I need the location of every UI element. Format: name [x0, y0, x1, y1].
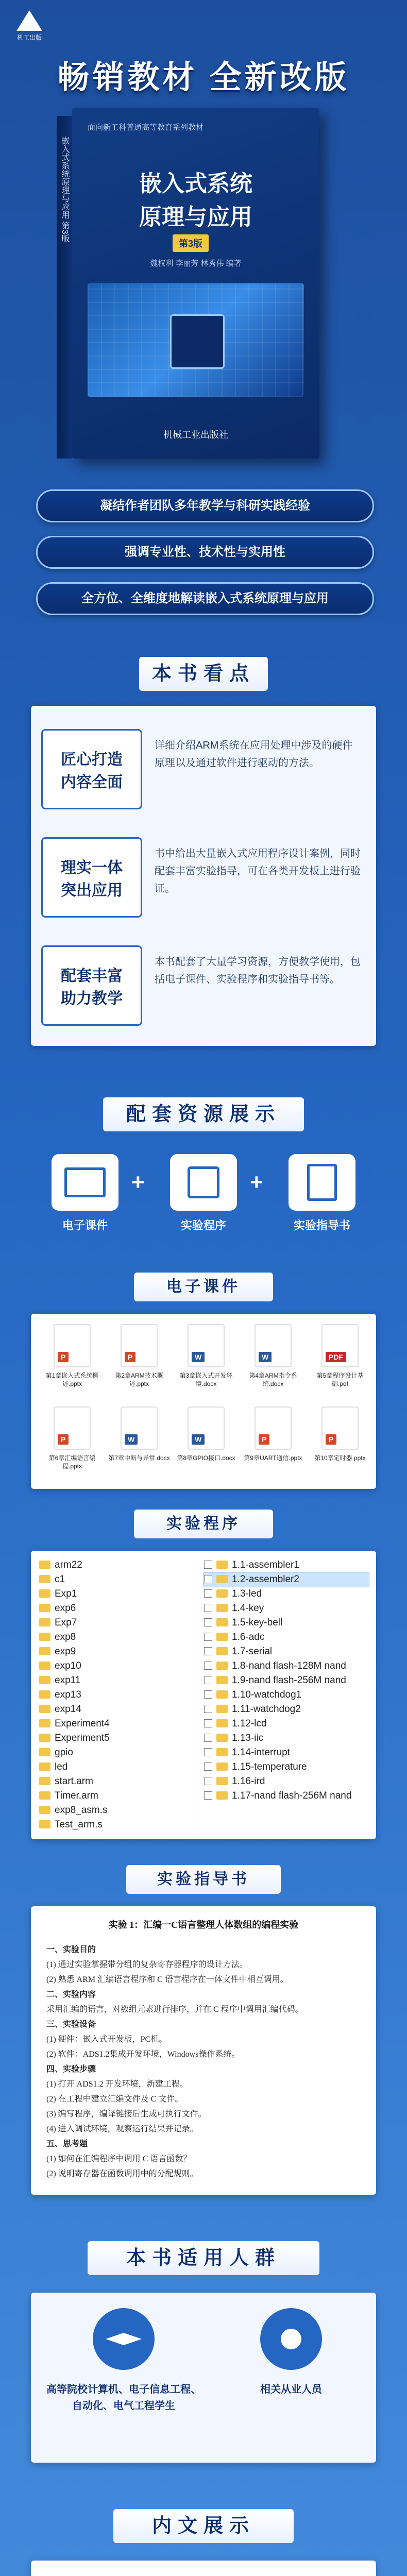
checkbox[interactable]	[204, 1719, 212, 1727]
folder-icon	[216, 1633, 228, 1641]
program-folder-item[interactable]	[39, 1760, 189, 1774]
guide-body	[46, 1942, 361, 2181]
spine-text: 嵌入式系统原理与应用 第3版	[60, 137, 69, 243]
checkbox[interactable]	[204, 1589, 212, 1598]
folder-icon	[39, 1719, 50, 1727]
courseware-file[interactable]	[175, 1324, 237, 1388]
program-folder-name: led	[55, 1761, 68, 1772]
program-item[interactable]	[204, 1760, 369, 1774]
folder-icon	[216, 1734, 228, 1742]
point-text-3: 本书配套了大量学习资源，方便教学使用，包括电子课件、实验程序和实验指导书等。	[155, 956, 361, 985]
audience-label-1: 高等院校计算机、电子信息工程、自动化、电气工程学生	[46, 2384, 201, 2412]
courseware-file[interactable]	[41, 1406, 103, 1470]
program-item-name: 1.11-watchdog2	[232, 1704, 301, 1715]
program-folder-item[interactable]	[39, 1818, 189, 1832]
courseware-file[interactable]	[108, 1324, 170, 1388]
guide-line: 三、实验设备	[46, 2020, 96, 2029]
checkbox[interactable]	[204, 1748, 212, 1756]
checkbox[interactable]	[204, 1662, 212, 1670]
guide-line: (2) 熟悉 ARM 汇编语言程序和 C 语言程序在一体文件中相互调用。	[46, 1975, 289, 1984]
program-folder-item[interactable]	[39, 1558, 189, 1572]
folder-icon	[216, 1676, 228, 1684]
chip-icon	[170, 1154, 237, 1211]
file-name: 第1章嵌入式系统概述.pptx	[45, 1372, 99, 1387]
checkbox[interactable]	[204, 1633, 212, 1641]
program-item[interactable]	[204, 1673, 369, 1688]
program-item-name: 1.7-serial	[232, 1646, 273, 1657]
headline: 畅销教材 全新改版	[57, 60, 350, 95]
file-icon	[121, 1406, 158, 1450]
cover-image	[88, 283, 304, 397]
checkbox[interactable]	[204, 1734, 212, 1742]
program-item[interactable]	[204, 1774, 369, 1789]
program-item-name: 1.13-iic	[232, 1733, 264, 1743]
courseware-file[interactable]	[242, 1324, 304, 1388]
folder-icon	[39, 1561, 50, 1569]
file-icon	[188, 1406, 225, 1450]
plus-sign-2: +	[250, 1170, 263, 1195]
folder-icon	[216, 1690, 228, 1699]
program-item[interactable]	[204, 1601, 369, 1616]
resource-label-programs: 实验程序	[180, 1219, 226, 1232]
program-item-name: 1.3-led	[232, 1588, 262, 1599]
folder-icon	[39, 1633, 50, 1641]
preview-title: 内文展示	[113, 2509, 294, 2543]
program-folder-name: exp8	[55, 1632, 76, 1642]
checkbox[interactable]	[204, 1604, 212, 1612]
file-icon	[255, 1406, 292, 1450]
file-type-badge: P	[58, 1352, 69, 1362]
folder-icon	[216, 1719, 228, 1727]
program-folder-name: c1	[55, 1574, 65, 1585]
file-name: 第10章定时器.pptx	[314, 1454, 366, 1462]
file-type-badge: W	[259, 1352, 272, 1362]
folder-icon	[216, 1791, 228, 1800]
book-spine	[57, 116, 72, 459]
book-cover	[72, 108, 319, 459]
checkbox[interactable]	[204, 1561, 212, 1569]
highlight-banner-3: 全方位、全维度地解读嵌入式系统原理与应用	[36, 582, 374, 615]
audience-group-2	[222, 2308, 361, 2398]
program-folder-name: Experiment5	[55, 1733, 110, 1743]
point-row-2	[41, 829, 366, 922]
program-folder-name: exp11	[55, 1675, 81, 1686]
program-item[interactable]	[204, 1688, 369, 1702]
checkbox[interactable]	[204, 1791, 212, 1800]
program-item[interactable]	[204, 1630, 369, 1645]
program-folder-item[interactable]	[39, 1601, 189, 1616]
checkbox[interactable]	[204, 1777, 212, 1785]
courseware-file[interactable]	[108, 1406, 170, 1462]
highlight-banner-2: 强调专业性、技术性与实用性	[36, 536, 374, 569]
programs-title: 实验程序	[134, 1510, 273, 1538]
folder-icon	[39, 1662, 50, 1670]
program-folder-item[interactable]	[39, 1789, 189, 1803]
program-folder-name: exp8_asm.s	[55, 1805, 108, 1816]
point-text-2: 书中给出大量嵌入式应用程序设计案例，同时配套丰富实验指导，可在各类开发板上进行验证。	[155, 848, 361, 894]
program-folder-name: exp14	[55, 1704, 81, 1715]
program-item[interactable]	[204, 1616, 369, 1630]
file-name: 第7章中断与异常.docx	[108, 1454, 170, 1462]
guide-heading: 实验 1：汇编一C语言整理人体数组的编程实验	[108, 1920, 299, 1930]
chip-shape	[170, 314, 225, 369]
resources-title: 配套资源展示	[103, 1097, 304, 1131]
program-folder-item[interactable]	[39, 1659, 189, 1673]
program-folder-item[interactable]	[39, 1745, 189, 1760]
program-item[interactable]	[204, 1587, 369, 1601]
program-folder-item[interactable]	[39, 1587, 189, 1601]
guide-line: 五、思考题	[46, 2140, 88, 2148]
program-item-name: 1.12-lcd	[232, 1718, 267, 1729]
folder-icon	[216, 1762, 228, 1771]
checkbox[interactable]	[204, 1618, 212, 1626]
folder-icon	[216, 1662, 228, 1670]
resource-tile-programs	[165, 1154, 242, 1242]
program-folder-item[interactable]	[39, 1630, 189, 1645]
point-row-3	[41, 938, 366, 1030]
resource-label-guide: 实验指导书	[293, 1219, 350, 1232]
programs-window	[31, 1551, 376, 1839]
program-folder-name: start.arm	[55, 1776, 93, 1787]
folder-icon	[39, 1618, 50, 1626]
folder-icon	[39, 1589, 50, 1598]
file-type-badge: P	[125, 1352, 135, 1362]
folder-icon	[216, 1618, 228, 1626]
folder-icon	[216, 1604, 228, 1612]
checkbox[interactable]	[204, 1647, 212, 1655]
program-item-name: 1.14-interrupt	[232, 1747, 291, 1758]
courseware-file[interactable]	[309, 1406, 371, 1462]
document-icon	[289, 1154, 355, 1211]
folder-icon	[39, 1777, 50, 1785]
programs-right-list	[204, 1558, 369, 1803]
program-item-name: 1.15-temperature	[232, 1761, 307, 1772]
program-folder-name: exp9	[55, 1646, 76, 1657]
file-name: 第3章嵌入式开发环境.docx	[179, 1372, 233, 1387]
folder-icon	[216, 1589, 228, 1598]
file-icon	[54, 1324, 91, 1367]
file-name: 第8章GPIO接口.docx	[177, 1454, 235, 1462]
program-folder-item[interactable]	[39, 1774, 189, 1789]
file-type-badge: W	[125, 1434, 138, 1445]
program-folder-item[interactable]	[39, 1803, 189, 1818]
program-folder-item[interactable]	[39, 1645, 189, 1659]
logo-text: 机工出版	[16, 34, 42, 41]
program-folder-item[interactable]	[39, 1688, 189, 1702]
folder-icon	[39, 1647, 50, 1655]
folder-icon	[39, 1820, 50, 1828]
guide-line: 一、实验目的	[46, 1945, 96, 1954]
checkbox[interactable]	[204, 1705, 212, 1713]
program-item-name: 1.2-assembler2	[232, 1574, 299, 1585]
program-item[interactable]	[204, 1558, 369, 1572]
program-item-name: 1.9-nand flash-256M nand	[232, 1675, 346, 1686]
file-type-badge: P	[326, 1434, 336, 1445]
folder-icon	[216, 1748, 228, 1756]
guide-title: 实验指导书	[126, 1865, 281, 1894]
program-folder-name: arm22	[55, 1560, 82, 1570]
book-title-line1: 嵌入式系统	[139, 171, 252, 196]
file-name: 第4章ARM指令系统.docx	[249, 1372, 297, 1387]
audience-label-2: 相关从业人员	[260, 2384, 322, 2395]
book-title-line2: 原理与应用	[139, 205, 252, 230]
program-folder-item[interactable]	[39, 1616, 189, 1630]
file-name: 第2章ARM技术概述.pptx	[115, 1372, 163, 1387]
file-icon	[54, 1406, 91, 1450]
program-folder-name: exp13	[55, 1689, 81, 1700]
program-item[interactable]	[204, 1645, 369, 1659]
book-authors: 魏权利 李丽芳 林秀伟 编著	[150, 259, 242, 268]
guide-line: (1) 硬件：嵌入式开发板，PC机。	[46, 2035, 167, 2044]
folder-icon	[39, 1676, 50, 1684]
guide-line: 采用汇编的语言，对数组元素进行排序，并在 C 程序中调用汇编代码。	[46, 2005, 303, 2014]
file-type-badge: P	[58, 1434, 69, 1445]
point-tag-2: 理实一体 突出应用	[41, 837, 142, 918]
worker-icon	[260, 2308, 322, 2370]
point-tag-1: 匠心打造 内容全面	[41, 729, 142, 809]
program-folder-name: exp10	[55, 1660, 81, 1671]
file-type-badge: W	[192, 1352, 205, 1362]
folder-icon	[39, 1690, 50, 1699]
program-item[interactable]	[204, 1745, 369, 1760]
point-text-1: 详细介绍ARM系统在应用处理中涉及的硬件原理以及通过软件进行驱动的方法。	[155, 740, 353, 769]
guide-window	[31, 1906, 376, 2195]
file-icon	[255, 1324, 292, 1367]
program-folder-item[interactable]	[39, 1717, 189, 1731]
audience-panel	[31, 2293, 376, 2463]
courseware-window	[31, 1314, 376, 1489]
guide-line: (1) 打开 ADS1.2 开发环境，新建工程。	[46, 2080, 188, 2089]
program-item[interactable]	[204, 1572, 369, 1587]
program-folder-item[interactable]	[39, 1673, 189, 1688]
folder-icon	[216, 1777, 228, 1785]
folder-icon	[216, 1705, 228, 1713]
program-item[interactable]	[204, 1717, 369, 1731]
folder-icon	[39, 1734, 50, 1742]
program-item-name: 1.4-key	[232, 1603, 264, 1614]
courseware-file[interactable]	[242, 1406, 304, 1462]
guide-line: (3) 编写程序，编译链接后生成可执行文件。	[46, 2110, 207, 2119]
file-type-badge: W	[192, 1434, 205, 1445]
program-item-name: 1.10-watchdog1	[232, 1689, 302, 1700]
file-name: 第9章UART通信.pptx	[244, 1454, 302, 1462]
file-name: 第5章程序设计基础.pdf	[316, 1372, 364, 1387]
folder-icon	[39, 1748, 50, 1756]
edition-badge: 第3版	[173, 234, 209, 252]
program-item[interactable]	[204, 1659, 369, 1673]
cover-publisher: 机械工业出版社	[163, 430, 228, 440]
program-folder-name: exp6	[55, 1603, 76, 1614]
folder-icon	[39, 1806, 50, 1814]
programs-left-list	[39, 1558, 189, 1832]
guide-line: 四、实验步骤	[46, 2065, 96, 2074]
guide-line: (1) 通过实验掌握带分组的复杂寄存器程序的设计方法。	[46, 1960, 248, 1969]
point-row-1	[41, 721, 366, 814]
resource-tile-courseware	[46, 1154, 124, 1242]
file-icon	[321, 1324, 359, 1367]
checkbox[interactable]	[204, 1762, 212, 1771]
program-folder-name: Test_arm.s	[55, 1819, 103, 1830]
highlight-banner-1: 凝结作者团队多年教学与科研实践经验	[36, 489, 374, 522]
guide-line: 二、实验内容	[46, 1990, 96, 1999]
program-item[interactable]	[204, 1731, 369, 1745]
folder-icon	[39, 1575, 50, 1583]
program-item[interactable]	[204, 1702, 369, 1717]
guide-line: (2) 软件：ADS1.2集成开发环境，Windows操作系统。	[46, 2050, 240, 2059]
courseware-title: 电子课件	[134, 1273, 273, 1301]
program-item-name: 1.8-nand flash-128M nand	[232, 1660, 346, 1671]
folder-icon	[39, 1604, 50, 1612]
program-folder-name: Timer.arm	[55, 1790, 98, 1801]
folder-icon	[216, 1561, 228, 1569]
preview-page	[31, 2561, 376, 2576]
guide-line: (4) 进入调试环境，观察运行结果并记录。	[46, 2125, 198, 2133]
plus-sign-1: +	[131, 1170, 145, 1195]
program-item-name: 1.16-ird	[232, 1776, 265, 1787]
audience-group-1	[46, 2308, 201, 2414]
program-item-name: 1.5-key-bell	[232, 1617, 283, 1628]
checkbox[interactable]	[204, 1676, 212, 1684]
folder-icon	[39, 1791, 50, 1800]
resource-tile-guide	[283, 1154, 361, 1242]
resource-label-courseware: 电子课件	[62, 1219, 108, 1232]
file-icon	[321, 1406, 359, 1450]
folder-icon	[216, 1647, 228, 1655]
guide-line: (1) 如何在汇编程序中调用 C 语言函数？	[46, 2155, 192, 2163]
program-folder-item[interactable]	[39, 1731, 189, 1745]
program-folder-name: Experiment4	[55, 1718, 110, 1729]
publisher-logo	[11, 10, 47, 41]
checkbox[interactable]	[204, 1575, 212, 1583]
logo-icon	[16, 10, 42, 31]
book-series: 面向新工科普通高等教育系列教材	[88, 123, 204, 132]
file-icon	[121, 1324, 158, 1367]
courseware-file[interactable]	[41, 1324, 103, 1388]
graduation-icon	[93, 2308, 155, 2370]
file-name: 第6章汇编语言编程.pptx	[48, 1454, 96, 1470]
program-item-name: 1.6-adc	[232, 1632, 265, 1642]
folder-icon	[39, 1705, 50, 1713]
program-folder-item[interactable]	[39, 1572, 189, 1587]
guide-line: (2) 说明寄存器在函数调用中的分配规则。	[46, 2170, 198, 2178]
program-folder-item[interactable]	[39, 1702, 189, 1717]
checkbox[interactable]	[204, 1690, 212, 1699]
audience-title: 本书适用人群	[88, 2241, 319, 2275]
courseware-file[interactable]	[175, 1406, 237, 1462]
file-icon	[188, 1324, 225, 1367]
program-item-name: 1.1-assembler1	[232, 1560, 299, 1570]
file-type-badge: PDF	[326, 1352, 346, 1362]
program-item[interactable]	[204, 1789, 369, 1803]
monitor-icon	[52, 1154, 118, 1211]
folder-icon	[216, 1575, 228, 1583]
guide-line: (2) 在工程中建立汇编文件及 C 文件。	[46, 2095, 183, 2104]
program-item-name: 1.17-nand flash-256M nand	[232, 1790, 352, 1801]
program-folder-name: Exp7	[55, 1617, 77, 1628]
file-type-badge: P	[259, 1434, 269, 1445]
program-folder-name: Exp1	[55, 1588, 77, 1599]
point-tag-3: 配套丰富 助力教学	[41, 945, 142, 1026]
program-folder-name: gpio	[55, 1747, 73, 1758]
courseware-file[interactable]	[309, 1324, 371, 1388]
folder-icon	[39, 1762, 50, 1771]
book-points-title: 本书看点	[139, 657, 268, 691]
